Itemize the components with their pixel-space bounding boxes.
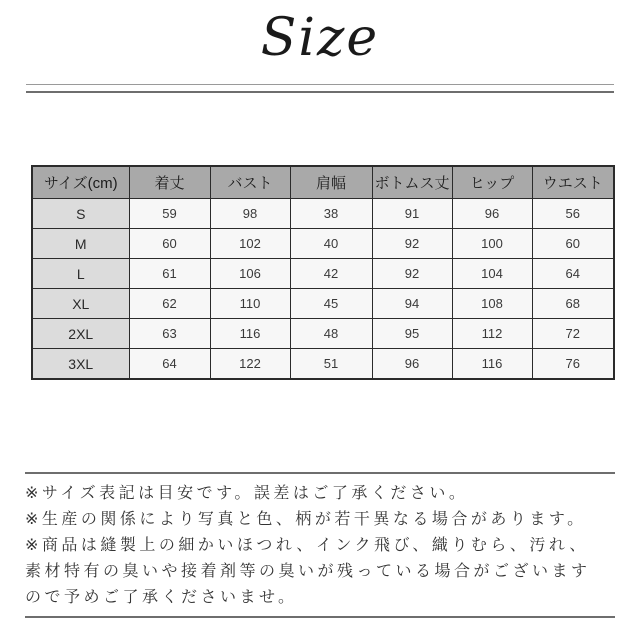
table-row <box>32 319 614 349</box>
size-cell: 60 <box>532 229 614 259</box>
size-cell: 64 <box>129 349 210 380</box>
table-row <box>32 289 614 319</box>
table-header-row <box>32 166 614 199</box>
note-line: ※生産の関係により写真と色、柄が若干異なる場合があります。 <box>25 511 587 528</box>
note-line: 素材特有の臭いや接着剤等の臭いが残っている場合がございます <box>25 563 591 580</box>
header-cell-bust: バスト <box>210 166 290 199</box>
row-label: L <box>32 259 129 289</box>
size-cell: 94 <box>372 289 452 319</box>
size-cell: 62 <box>129 289 210 319</box>
size-cell: 110 <box>210 289 290 319</box>
note-line: ※商品は縫製上の細かいほつれ、インク飛び、織りむら、汚れ、 <box>25 537 589 554</box>
size-cell: 96 <box>372 349 452 380</box>
size-cell: 56 <box>532 199 614 229</box>
header-cell-hip: ヒップ <box>452 166 532 199</box>
size-cell: 91 <box>372 199 452 229</box>
size-cell: 100 <box>452 229 532 259</box>
size-cell: 51 <box>290 349 372 380</box>
size-cell: 92 <box>372 229 452 259</box>
double-rule <box>26 84 614 93</box>
size-cell: 63 <box>129 319 210 349</box>
size-cell: 112 <box>452 319 532 349</box>
header-cell-bottoms: ボトムス丈 <box>372 166 452 199</box>
size-cell: 68 <box>532 289 614 319</box>
notes-section <box>25 472 615 618</box>
size-cell: 98 <box>210 199 290 229</box>
notes-separator-top <box>25 472 615 474</box>
size-cell: 59 <box>129 199 210 229</box>
page-title: Size <box>260 8 380 68</box>
header-cell-waist: ウエスト <box>532 166 614 199</box>
size-cell: 116 <box>210 319 290 349</box>
size-cell: 60 <box>129 229 210 259</box>
header-cell-shoulder: 肩幅 <box>290 166 372 199</box>
size-cell: 48 <box>290 319 372 349</box>
row-label: XL <box>32 289 129 319</box>
size-cell: 116 <box>452 349 532 380</box>
size-cell: 72 <box>532 319 614 349</box>
row-label: 3XL <box>32 349 129 380</box>
row-label: M <box>32 229 129 259</box>
size-cell: 122 <box>210 349 290 380</box>
size-cell: 106 <box>210 259 290 289</box>
table-row <box>32 349 614 380</box>
size-cell: 40 <box>290 229 372 259</box>
size-cell: 102 <box>210 229 290 259</box>
notes-separator-bottom <box>25 616 615 618</box>
size-cell: 95 <box>372 319 452 349</box>
table-row <box>32 259 614 289</box>
size-cell: 92 <box>372 259 452 289</box>
size-cell: 42 <box>290 259 372 289</box>
size-cell: 104 <box>452 259 532 289</box>
header-cell-length: 着丈 <box>129 166 210 199</box>
note-line: ので予めご了承くださいませ。 <box>25 589 298 606</box>
rule-line-bottom <box>26 91 614 93</box>
size-cell: 108 <box>452 289 532 319</box>
note-line: ※サイズ表記は目安です。誤差はご了承ください。 <box>25 485 469 502</box>
rule-line-top <box>26 84 614 85</box>
size-cell: 38 <box>290 199 372 229</box>
size-cell: 61 <box>129 259 210 289</box>
row-label: 2XL <box>32 319 129 349</box>
row-label: S <box>32 199 129 229</box>
size-table <box>31 165 615 380</box>
size-cell: 64 <box>532 259 614 289</box>
size-cell: 45 <box>290 289 372 319</box>
size-cell: 96 <box>452 199 532 229</box>
size-cell: 76 <box>532 349 614 380</box>
table-row <box>32 199 614 229</box>
header-cell-size: サイズ(cm) <box>32 166 129 199</box>
table-row <box>32 229 614 259</box>
